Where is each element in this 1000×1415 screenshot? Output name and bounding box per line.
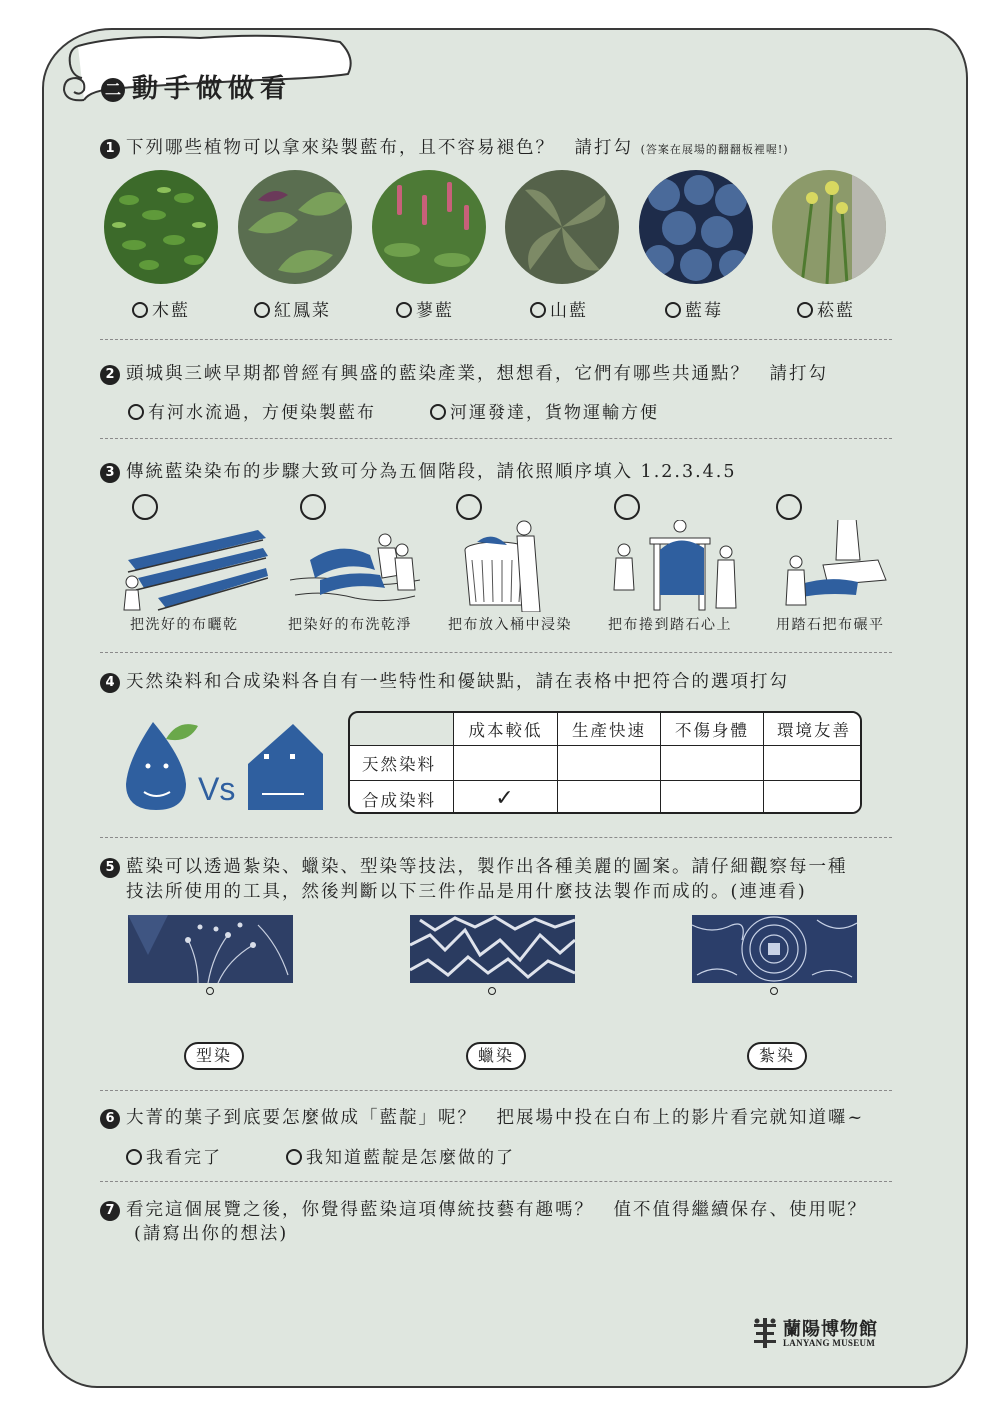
divider [100,438,892,439]
q1-option-mulan[interactable]: 木藍 [132,296,190,321]
step-illustration-rolling [604,520,744,616]
question-4 [100,668,789,693]
dye-comparison-table [348,711,862,814]
question-3 [100,458,736,483]
step-label: 把染好的布洗乾淨 [288,617,412,633]
question-6 [100,1104,864,1129]
q6-option-watched[interactable]: 我看完了 [126,1143,222,1168]
q6-option-know[interactable]: 我知道藍靛是怎麼做的了 [286,1143,515,1168]
step-illustration-drying [118,520,268,616]
fabric-sample-1 [128,915,293,983]
table-check-cell[interactable] [454,781,558,814]
table-check-cell[interactable] [661,781,764,814]
plant-photo-shanlan [505,170,619,284]
step-order-input[interactable] [300,494,326,520]
section-number-badge: 二 [101,78,125,102]
step-illustration-dyeing-vat [462,520,552,616]
question-text: 傳統藍染染布的步驟大致可分為五個階段，請依照順序填入 1.2.3.4.5 [126,462,737,482]
table-check-cell[interactable] [764,746,862,781]
column-header: 環境友善 [764,713,862,746]
table-check-cell[interactable] [764,781,862,814]
question-text: 頭城與三峽早期都曾經有興盛的藍染產業，想想看，它們有哪些共通點？ 請打勾 [126,364,828,384]
q1-option-shanlan[interactable]: 山藍 [530,296,588,321]
checkbox-circle-icon[interactable] [530,302,546,318]
versus-label: Vs [198,771,236,807]
q2-option-river[interactable]: 有河水流過，方便染製藍布 [128,398,376,423]
checkbox-circle-icon[interactable] [126,1149,142,1165]
table-check-cell[interactable] [558,781,661,814]
divider [100,1090,892,1091]
fabric-sample-2 [410,915,575,983]
checkbox-circle-icon[interactable] [128,404,144,420]
museum-name-cn: 蘭陽博物館 [783,1319,878,1340]
plant-photo-liaolan [372,170,486,284]
step-label: 用踏石把布碾平 [776,617,885,633]
museum-emblem-icon [752,1318,778,1348]
table-corner [350,713,454,746]
q1-option-blueberry[interactable]: 藍莓 [665,296,723,321]
plant-photo-songlan [772,170,886,284]
step-order-input[interactable] [614,494,640,520]
question-5-line-2: 技法所使用的工具，然後判斷以下三件作品是用什麼技法製作而成的。(連連看) [126,882,807,902]
question-text: 藍染可以透過紮染、蠟染、型染等技法，製作出各種美麗的圖案。請仔細觀察每一種 [126,857,848,877]
step-illustration-pressing [778,520,888,616]
q2-option-transport[interactable]: 河運發達，貨物運輸方便 [430,398,659,423]
museum-logo [752,1316,892,1350]
question-number: 3 [100,463,120,483]
technique-wax-label[interactable]: 蠟染 [466,1042,526,1070]
question-number: 2 [100,365,120,385]
table-check-cell[interactable] [558,746,661,781]
column-header: 成本較低 [454,713,558,746]
question-text: 大菁的葉子到底要怎麼做成「藍靛」呢？ 把展場中投在白布上的影片看完就知道囉~ [126,1108,865,1128]
leaf-icon [166,724,198,740]
museum-name-en: LANYANG MUSEUM [783,1338,876,1348]
question-number: 4 [100,673,120,693]
step-label: 把洗好的布曬乾 [130,617,239,633]
step-order-input[interactable] [456,494,482,520]
checkbox-circle-icon[interactable] [286,1149,302,1165]
step-order-input[interactable] [132,494,158,520]
technique-stencil-label[interactable]: 型染 [184,1042,244,1070]
divider [100,339,892,340]
question-note: (答案在展場的翻翻板裡喔!) [640,143,789,156]
question-text: 下列哪些植物可以拿來染製藍布，且不容易褪色？ 請打勾 [126,138,633,158]
question-5 [100,853,848,878]
question-2 [100,360,828,385]
step-label: 把布捲到踏石心上 [608,617,732,633]
q1-option-hongfengcai[interactable]: 紅鳳菜 [254,296,331,321]
divider [100,837,892,838]
plant-photo-hongfengcai [238,170,352,284]
connect-dot[interactable] [770,987,778,995]
column-header: 不傷身體 [661,713,764,746]
section-banner [60,28,360,108]
fabric-sample-3 [692,915,857,983]
step-order-input[interactable] [776,494,802,520]
divider [100,1181,892,1182]
connect-dot[interactable] [206,987,214,995]
checkbox-circle-icon[interactable] [132,302,148,318]
question-number: 7 [100,1201,120,1221]
question-text: 天然染料和合成染料各自有一些特性和優缺點，請在表格中把符合的選項打勾 [126,672,789,692]
row-header: 合成染料 [350,781,454,814]
table-check-cell[interactable] [661,746,764,781]
dye-mascots-illustration [118,714,328,814]
checkbox-circle-icon[interactable] [254,302,270,318]
connect-dot[interactable] [488,987,496,995]
step-label: 把布放入桶中浸染 [448,617,572,633]
question-number: 1 [100,139,120,159]
question-7-line-2: (請寫出你的想法) [134,1224,289,1244]
plant-photo-mulan [104,170,218,284]
checkbox-circle-icon[interactable] [396,302,412,318]
question-number: 6 [100,1109,120,1129]
question-number: 5 [100,858,120,878]
row-header: 天然染料 [350,746,454,781]
checkbox-circle-icon[interactable] [797,302,813,318]
checkbox-circle-icon[interactable] [665,302,681,318]
step-illustration-washing [290,520,420,616]
checkmark-icon: ✓ [495,786,516,811]
table-check-cell[interactable] [454,746,558,781]
question-7 [100,1196,867,1221]
synthetic-dye-drop-icon [248,724,323,810]
plant-photo-blueberry [639,170,753,284]
question-text: 看完這個展覽之後，你覺得藍染這項傳統技藝有趣嗎？ 值不值得繼續保存、使用呢？ [126,1200,867,1220]
section-title: 動手做做看 [132,74,293,104]
q1-option-songlan[interactable]: 菘藍 [797,296,855,321]
divider [100,652,892,653]
checkbox-circle-icon[interactable] [430,404,446,420]
question-1 [100,134,789,159]
q1-option-liaolan[interactable]: 蓼藍 [396,296,454,321]
technique-tie-label[interactable]: 紮染 [747,1042,807,1070]
column-header: 生產快速 [558,713,661,746]
